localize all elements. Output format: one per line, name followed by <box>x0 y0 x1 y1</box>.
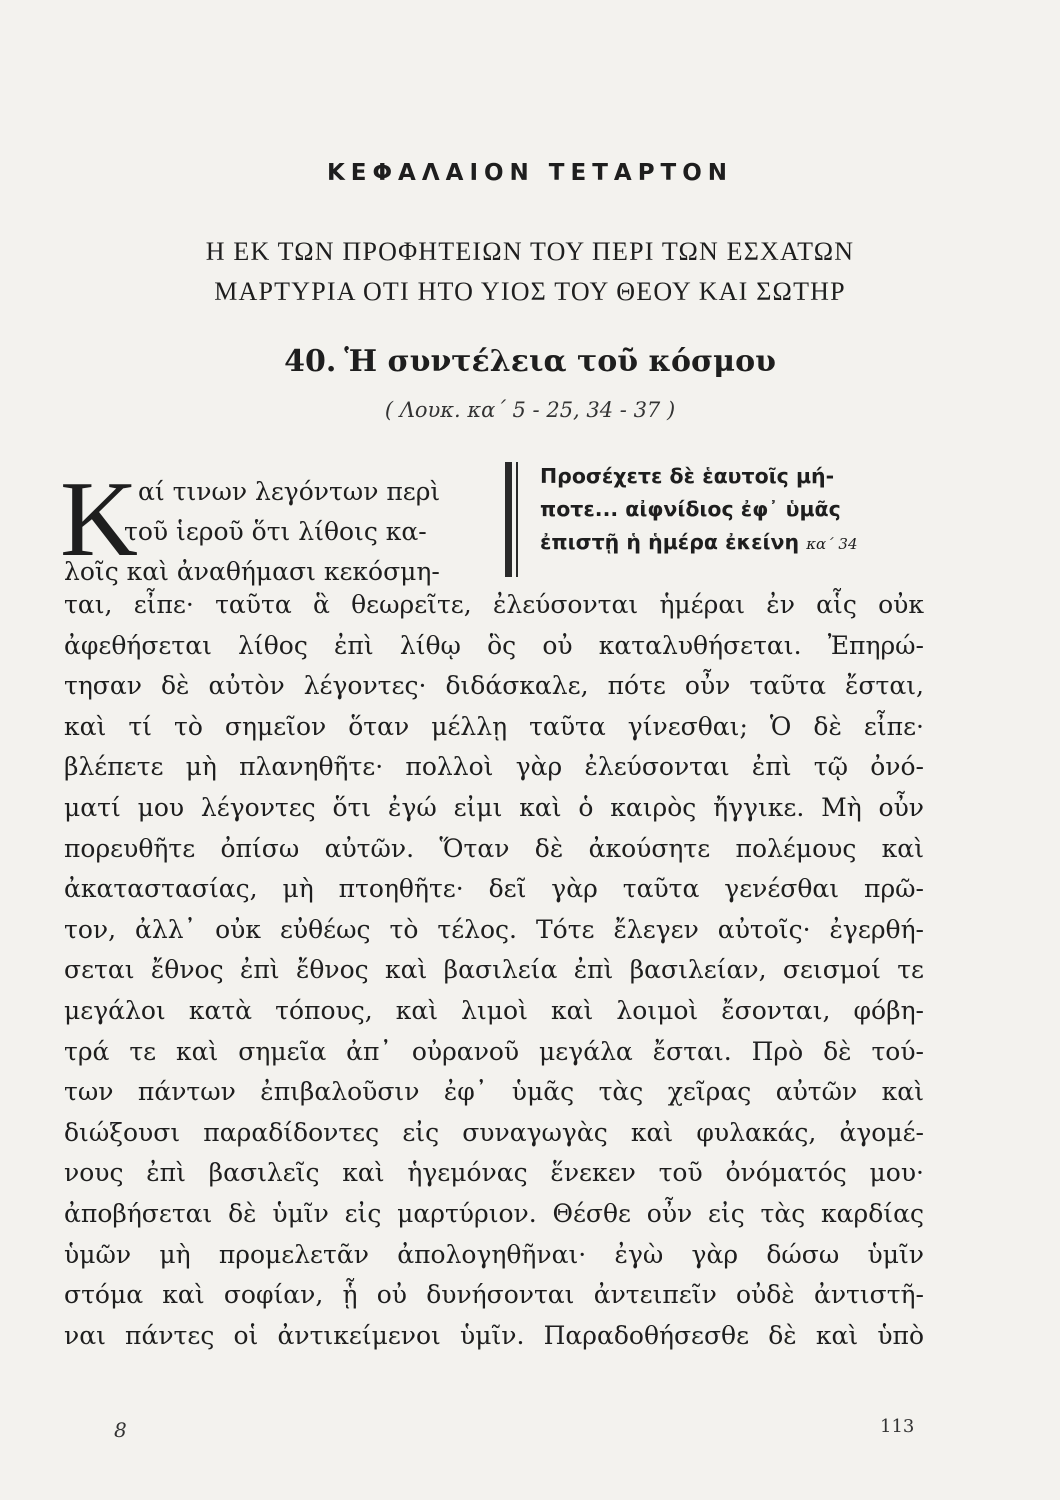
intro-line: τοῦ ἱεροῦ ὅτι λίθοις κα- <box>124 517 427 546</box>
body-line: των πάντων ἐπιβαλοῦσιν ἐφ᾽ ὑμᾶς τὰς χεῖρας αὐτῶν καὶ <box>64 1077 924 1107</box>
sidebar-double-rule <box>505 462 512 577</box>
sidebar-quote-reference: κα΄ 34 <box>806 535 858 553</box>
body-line: ὑμῶν μὴ προμελετᾶν ἀπολογηθῆναι· ἐγὼ γὰρ δώσω ὑμῖν <box>64 1239 924 1269</box>
chapter-heading: ΚΕΦΑΛΑΙΟΝ ΤΕΤΑΡΤΟΝ <box>326 160 734 186</box>
intro-line: λοῖς καὶ ἀναθήμασι κεκόσμη- <box>64 557 440 586</box>
body-line: τον, ἀλλ᾽ οὐκ εὐθέως τὸ τέλος. Τότε ἔλεγεν αὐτοῖς· ἐγερθή- <box>64 914 924 944</box>
chapter-subtitle-line: Η ΕΚ ΤΩΝ ΠΡΟΦΗΤΕΙΩΝ ΤΟΥ ΠΕΡΙ ΤΩΝ ΕΣΧΑΤΩΝ <box>205 237 855 266</box>
body-line: ἀφεθήσεται λίθος ἐπὶ λίθῳ ὃς οὐ καταλυθήσεται. Ἐπηρώ- <box>64 630 924 660</box>
body-line: τρά τε καὶ σημεῖα ἀπ᾽ οὐρανοῦ μεγάλα ἔσται. Πρὸ δὲ τού- <box>64 1036 924 1066</box>
body-line: ματί μου λέγοντες ὅτι ἐγώ εἰμι καὶ ὁ καιρὸς ἤγγικε. Μὴ οὖν <box>64 792 924 822</box>
body-line: σεται ἔθνος ἐπὶ ἔθνος καὶ βασιλεία ἐπὶ βασιλείαν, σεισμοί τε <box>64 955 924 985</box>
body-line: διώξουσι παραδίδοντες εἰς συναγωγὰς καὶ φυλακάς, ἀγομέ- <box>64 1117 924 1147</box>
body-line: βλέπετε μὴ πλανηθῆτε· πολλοὶ γὰρ ἐλεύσονται ἐπὶ τῷ ὀνό- <box>64 752 924 782</box>
section-reference: ( Λουκ. κα΄ 5 - 25, 34 - 37 ) <box>384 398 676 422</box>
page-number: 113 <box>880 1416 915 1437</box>
sidebar-quote-line: Προσέχετε δὲ ἑαυτοῖς μή- <box>540 464 835 488</box>
section-title <box>0 344 1060 379</box>
signature-mark: 8 <box>114 1418 127 1442</box>
chapter-subtitle-line: ΜΑΡΤΥΡΙΑ ΟΤΙ ΗΤΟ ΥΙΟΣ ΤΟΥ ΘΕΟΥ ΚΑΙ ΣΩΤΗΡ <box>214 277 846 306</box>
sidebar-quote <box>540 460 920 561</box>
body-line: ναι πάντες οἱ ἀντικείμενοι ὑμῖν. Παραδοθήσεσθε δὲ καὶ ὑπὸ <box>64 1320 924 1350</box>
sidebar-quote-line <box>540 526 920 561</box>
section-number: 40. <box>284 344 337 379</box>
body-line: στόμα καὶ σοφίαν, ᾗ οὐ δυνήσονται ἀντειπεῖν οὐδὲ ἀντιστῆ- <box>64 1280 924 1310</box>
body-line: ται, εἶπε· ταῦτα ἃ θεωρεῖτε, ἐλεύσονται ἡμέραι ἐν αἷς οὐκ <box>64 590 924 619</box>
body-text <box>64 585 924 1356</box>
body-line: ἀκαταστασίας, μὴ πτοηθῆτε· δεῖ γὰρ ταῦτα γενέσθαι πρῶ- <box>64 874 924 904</box>
body-line: πορευθῆτε ὀπίσω αὐτῶν. Ὅταν δὲ ἀκούσητε πολέμους καὶ <box>64 833 924 863</box>
body-line: μεγάλοι κατὰ τόπους, καὶ λιμοὶ καὶ λοιμοὶ ἔσονται, φόβη- <box>64 995 924 1025</box>
sidebar-quote-line: ποτε... αἰφνίδιος ἐφ᾽ ὑμᾶς <box>540 497 841 521</box>
section-title-text: Ἡ συντέλεια τοῦ κόσμου <box>344 344 776 379</box>
chapter-subtitle <box>70 232 990 312</box>
body-line: καὶ τί τὸ σημεῖον ὅταν μέλλῃ ταῦτα γίνεσθαι; Ὁ δὲ εἶπε· <box>64 711 924 741</box>
body-line: ἀποβήσεται δὲ ὑμῖν εἰς μαρτύριον. Θέσθε οὖν εἰς τὰς καρδίας <box>64 1198 924 1228</box>
sidebar-quote-line-text: ἐπιστῇ ἡ ἡμέρα ἐκείνη <box>540 530 800 554</box>
drop-cap: Κ <box>60 460 138 579</box>
body-line: νους ἐπὶ βασιλεῖς καὶ ἡγεμόνας ἕνεκεν τοῦ ὀνόματός μου· <box>64 1158 924 1188</box>
intro-line: αί τινων λεγόντων περὶ <box>138 477 441 506</box>
body-line: τησαν δὲ αὐτὸν λέγοντες· διδάσκαλε, πότε οὖν ταῦτα ἔσται, <box>64 671 924 701</box>
